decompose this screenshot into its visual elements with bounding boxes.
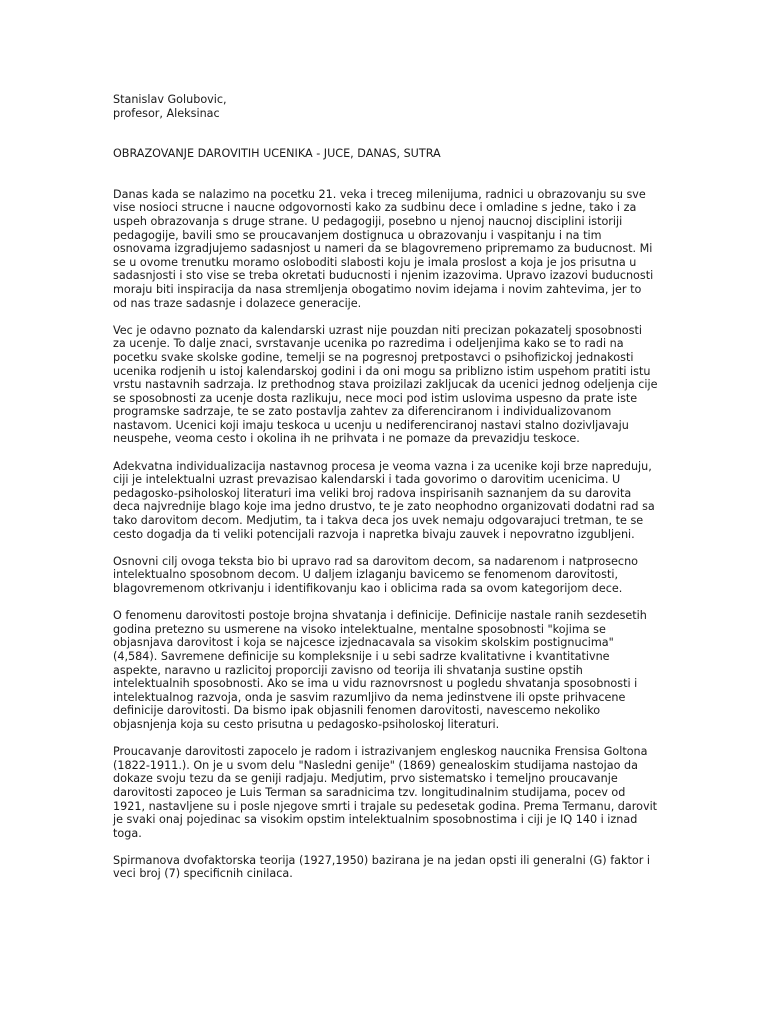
document-title: OBRAZOVANJE DAROVITIH UCENIKA - JUCE, DANAS, SUTRA	[113, 147, 441, 161]
document-page	[113, 93, 658, 881]
paragraph-6: Proucavanje darovitosti zapocelo je radom i istrazivanjem engleskog naucnika Frensisa Goltona (1822-1911.). On je u svom delu "Nasledni genije" (1869) genealoskim studijama nastojao da dokaze svoju tezu da se geniji radjaju. Medjutim, prvo sistematsko i temeljno proucavanje darovitosti zapoceo je Luis Terman sa saradnicima tzv. longitudinalnim studijama, pocev od 1921, nastavljene su i posle njegove smrti i trajale su pedesetak godina. Prema Termanu, darovit je svaki onaj pojedinac sa visokim opstim intelektualnim sposobnostima i ciji je IQ 140 i iznad toga.	[113, 745, 658, 840]
paragraph-3: Adekvatna individualizacija nastavnog procesa je veoma vazna i za ucenike koji brze napreduju, ciji je intelektualni uzrast prevazisao kalendarski i tada govorimo o darovitim ucenicima. U pedagosko-psiholoskoj literaturi ima veliki broj radova inspirisanih saznanjem da su darovita deca najvrednije blago koje ima jedno drustvo, te je zato neophodno organizovati dodatni rad sa tako darovitom decom. Medjutim, ta i takva deca jos uvek nemaju odgovarajuci tretman, te se cesto dogadja da ti veliki potencijali razvoja i napretka bivaju zauvek i nepovratno izgubljeni.	[113, 459, 655, 541]
paragraph-2: Vec je odavno poznato da kalendarski uzrast nije pouzdan niti precizan pokazatelj sposobnosti za ucenje. To dalje znaci, svrstavanje ucenika po razredima i odeljenjima kako se to radi na pocetku svake skolske godine, temelji se na pogresnoj pretpostavci o psihofizickoj jednakosti ucenika rodjenih u istoj kalendarskoj godini i da oni mogu sa priblizno istim uspehom pratiti istu vrstu nastavnih sadrzaja. Iz prethodnog stava proizilazi zakljucak da ucenici jednog odeljenja cije se sposobnosti za ucenje dosta razlikuju, nece moci pod istim uslovima uspesno da prate iste programske sadrzaje, te se zato postavlja zahtev za diferenciranom i individualizovanom nastavom. Ucenici koji imaju teskoca u ucenju u nediferenciranoj nastavi stalno dozivljavaju neuspehe, veoma cesto i okolina ih ne prihvata i ne pomaze da prevazidju teskoce.	[113, 323, 658, 446]
paragraph-1: Danas kada se nalazimo na pocetku 21. veka i treceg milenijuma, radnici u obrazovanju su sve vise nosioci strucne i naucne odgovornosti kako za sudbinu dece i omladine s jedne, tako i za uspeh obrazovanja s druge strane. U pedagogiji, posebno u njenoj naucnoj disciplini istoriji pedagogije, bavili smo se proucavanjem dostignuca u obrazovanju i vaspitanju i na tim osnovama izgradjujemo sadasnjost u nameri da se blagovremeno pripremamo za buducnost. Mi se u ovome trenutku moramo osloboditi slabosti koju je imala proslost a koja je jos prisutna u sadasnjosti i sto vise se treba okretati buducnosti i njenim izazovima. Upravo izazovi buducnosti moraju biti inspiracija da nasa stremljenja obogatimo novim idejama i novim zahtevima, jer to od nas traze sadasnje i dolazece generacije.	[113, 187, 654, 310]
author-block	[113, 93, 658, 120]
author-position: profesor, Aleksinac	[113, 106, 220, 120]
paragraph-7: Spirmanova dvofaktorska teorija (1927,1950) bazirana je na jedan opsti ili generalni (G) faktor i veci broj (7) specificnih cinilaca.	[113, 853, 650, 881]
paragraph-4: Osnovni cilj ovoga teksta bio bi upravo rad sa darovitom decom, sa nadarenom i natprosecno intelektualno sposobnom decom. U daljem izlaganju bavicemo se fenomenom darovitosti, blagovremenom otkrivanju i identifikovanju kao i oblicima rada sa ovom kategorijom dece.	[113, 554, 638, 595]
document-body	[113, 188, 658, 881]
author-name: Stanislav Golubovic,	[113, 93, 227, 106]
paragraph-5: O fenomenu darovitosti postoje brojna shvatanja i definicije. Definicije nastale ranih sezdesetih godina pretezno su usmerene na visoko intelektualne, mentalne sposobnosti "kojima se objasnjava darovitost i koja se najcesce izjednacavala sa visokim skolskim postignucima"(4,584). Savremene definicije su kompleksnije i u sebi sadrze kvalitativne i kvantitativne aspekte, naravno u razlicitoj proporciji zavisno od teorija ili shvatanja sustine opstih intelektualnih sposobnosti. Ako se ima u vidu raznovrsnost u pogledu shvatanja sposobnosti i intelektualnog razvoja, onda je sasvim razumljivo da nema jedinstvene ili opste prihvacene definicije darovitosti. Da bismo ipak objasnili fenomen darovitosti, navescemo nekoliko objasnjenja koja su cesto prisutna u pedagosko-psiholoskoj literaturi.	[113, 609, 647, 731]
